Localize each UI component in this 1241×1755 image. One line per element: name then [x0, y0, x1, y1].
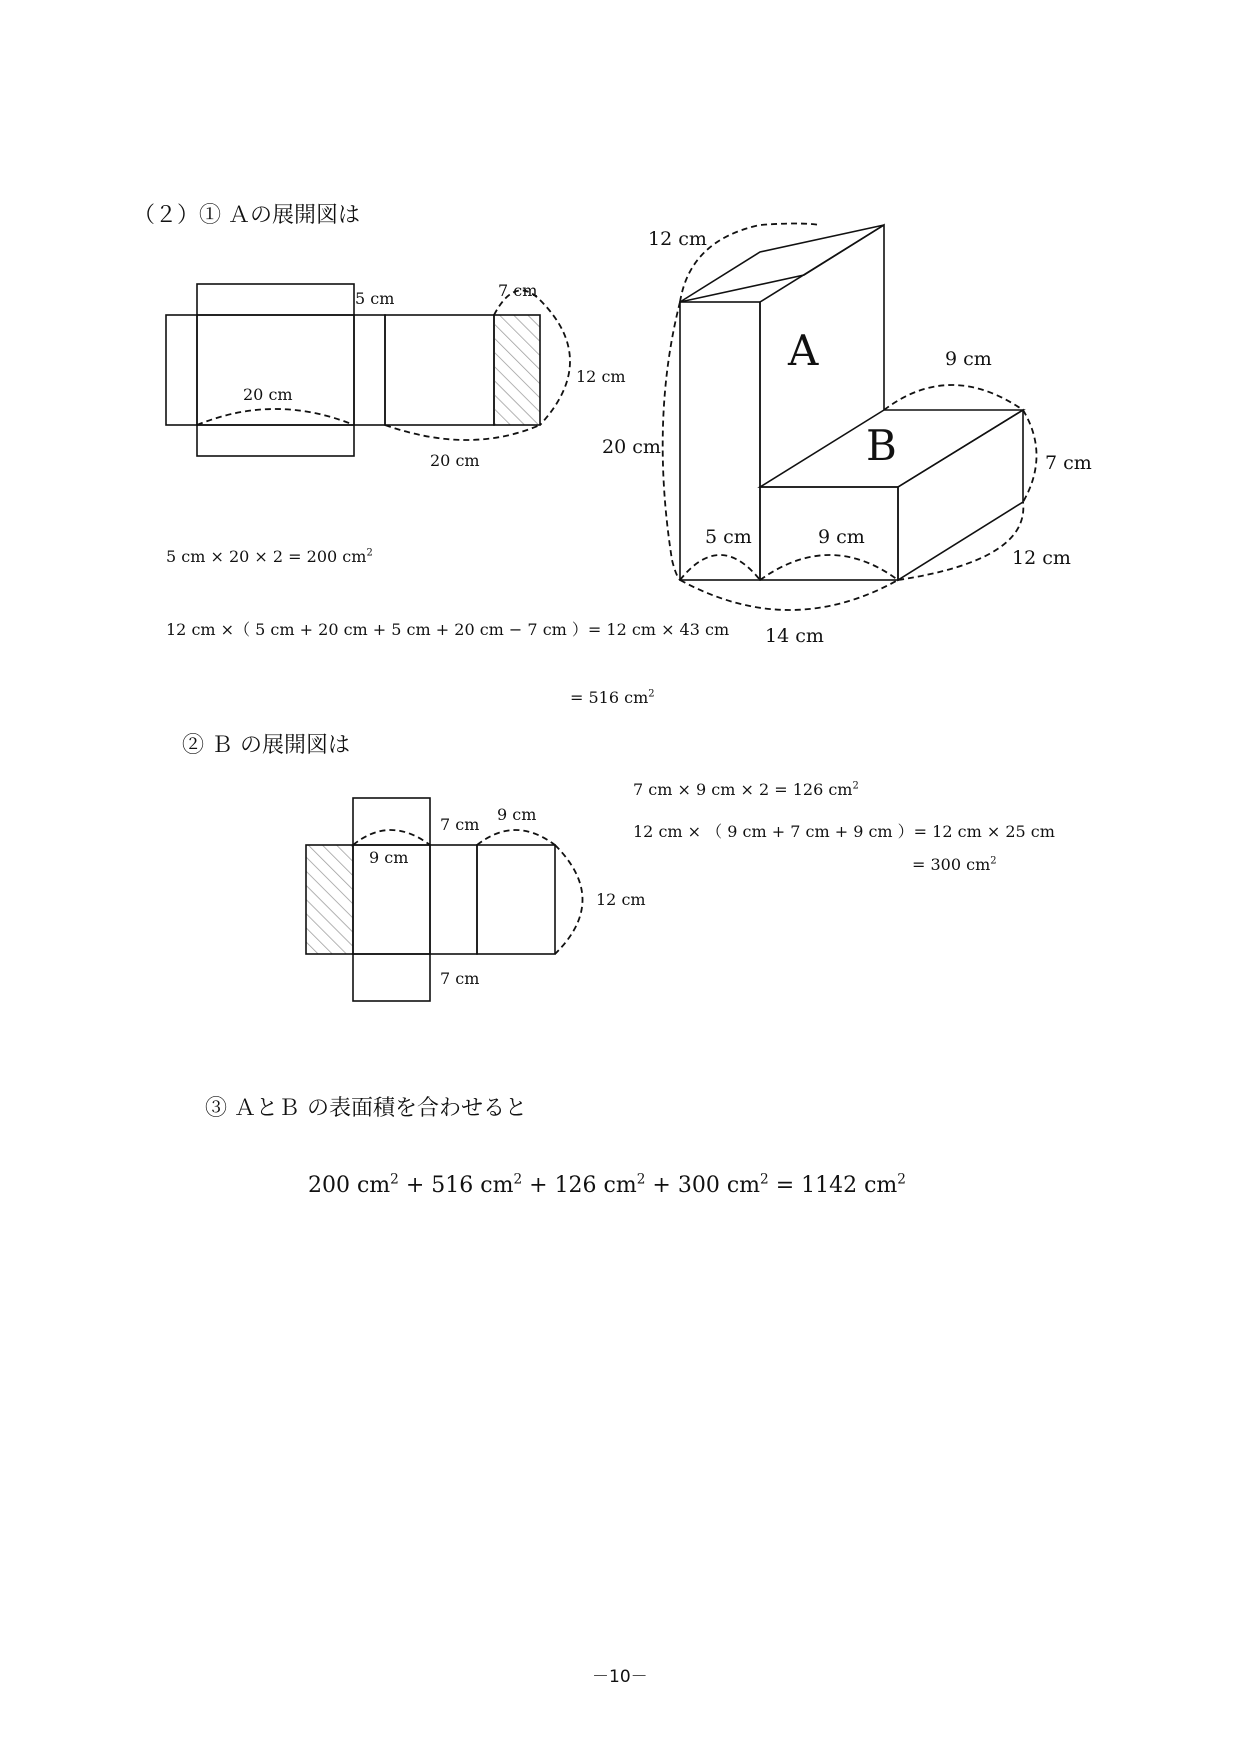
calc-a-2: 12 cm ×（ 5 cm + 20 cm + 5 cm + 20 cm − 7 cm ）= 12 cm × 43 cm [166, 620, 730, 639]
solid-label-left-height: 20 cm [602, 436, 661, 458]
net-b-label-inner: 9 cm [369, 848, 409, 867]
solid-label-bottom-a: 5 cm [705, 526, 752, 548]
calc-b-3: = 300 $cm^2$ [912, 855, 997, 874]
net-a-label-outer: 20 cm [430, 451, 480, 470]
net-a-label-strip: 7 cm [498, 281, 538, 300]
calc-b-1: 7 cm × 9 cm × 2 = 126 $cm^2$ [633, 780, 859, 799]
net-b-label-top-right: 9 cm [497, 805, 537, 824]
net-b-faces [306, 798, 555, 1001]
section2-heading: ② Ｂ の展開図は [182, 733, 350, 758]
solid-label-a: A [788, 326, 819, 375]
solid-label-bottom-b: 9 cm [818, 526, 865, 548]
total-surface-equation: 200 $cm^2 + 516$ $cm^2 + 126$ $cm^2 + 300$ $cm^2 = 1142$ $cm^2$ [308, 1171, 906, 1198]
solid-label-right-depth: 12 cm [1012, 547, 1071, 569]
calc-a-3: = 516 $cm^2$ [570, 688, 655, 707]
calc-a-1: 5 cm × 20 × 2 = 200 $cm^2$ [166, 547, 373, 566]
net-a-label-inner: 20 cm [243, 385, 293, 404]
solid-label-top-depth: 12 cm [648, 228, 707, 250]
section1-heading: （２）① Ａの展開図は [133, 203, 360, 228]
section3-heading: ③ ＡとＢ の表面積を合わせると [205, 1096, 527, 1121]
net-a-label-height: 12 cm [576, 367, 626, 386]
net-b-label-top-small: 7 cm [440, 815, 480, 834]
net-b-label-height: 12 cm [596, 890, 646, 909]
calc-b-2: 12 cm × （ 9 cm + 7 cm + 9 cm ）= 12 cm × 25 cm [633, 822, 1055, 841]
net-b-label-bottom: 7 cm [440, 969, 480, 988]
solid-label-b-width: 9 cm [945, 348, 992, 370]
page-number: －10－ [592, 1667, 648, 1687]
net-b-hatched-face [306, 845, 353, 954]
solid-label-b: B [866, 421, 897, 470]
net-a-label-top-width: 5 cm [355, 289, 395, 308]
solid-label-b-height: 7 cm [1045, 452, 1092, 474]
solid-label-total-width: 14 cm [765, 625, 824, 647]
